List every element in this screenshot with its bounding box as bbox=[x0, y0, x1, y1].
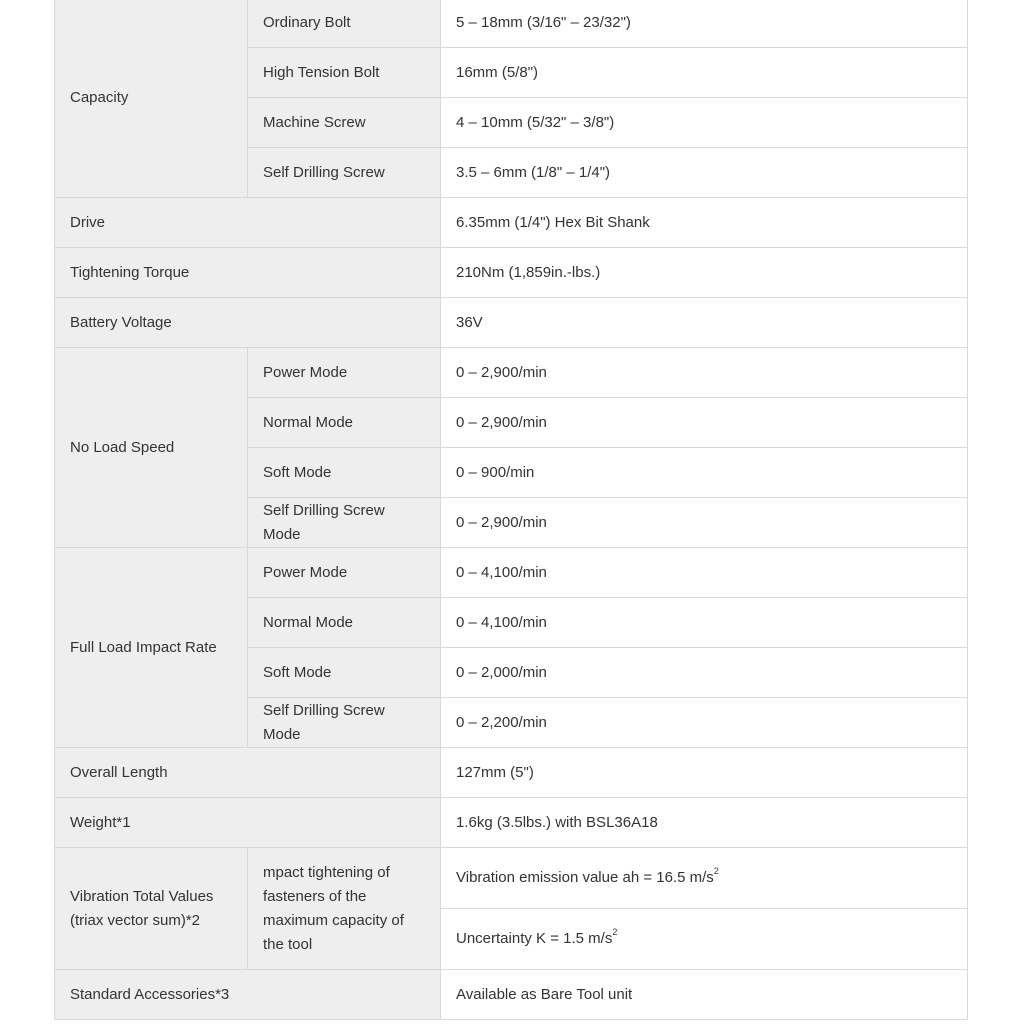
overall-length-label: Overall Length bbox=[55, 748, 441, 798]
spec-table bbox=[54, 0, 968, 1020]
no-load-speed-normal-mode-label: Normal Mode bbox=[248, 398, 441, 448]
table-row bbox=[55, 748, 968, 798]
impact-rate-soft-mode-value: 0 – 2,000/min bbox=[441, 648, 968, 698]
vibration-emission-exponent: 2 bbox=[713, 866, 719, 876]
impact-rate-power-mode-label: Power Mode bbox=[248, 548, 441, 598]
impact-rate-normal-mode-label: Normal Mode bbox=[248, 598, 441, 648]
capacity-machine-screw-value: 4 – 10mm (5/32" – 3/8") bbox=[441, 98, 968, 148]
weight-value: 1.6kg (3.5lbs.) with BSL36A18 bbox=[441, 798, 968, 848]
impact-rate-power-mode-value: 0 – 4,100/min bbox=[441, 548, 968, 598]
table-row bbox=[55, 0, 968, 48]
vibration-label: Vibration Total Values (triax vector sum)*2 bbox=[55, 848, 248, 970]
capacity-self-drilling-screw-label: Self Drilling Screw bbox=[248, 148, 441, 198]
table-row bbox=[55, 970, 968, 1020]
capacity-machine-screw-label: Machine Screw bbox=[248, 98, 441, 148]
table-row bbox=[55, 298, 968, 348]
vibration-uncertainty-text: Uncertainty K = 1.5 m/s bbox=[456, 930, 613, 947]
impact-rate-normal-mode-value: 0 – 4,100/min bbox=[441, 598, 968, 648]
impact-rate-self-drilling-value: 0 – 2,200/min bbox=[441, 698, 968, 748]
impact-rate-label: Full Load Impact Rate bbox=[55, 548, 248, 748]
vibration-emission-value bbox=[441, 848, 968, 909]
overall-length-value: 127mm (5") bbox=[441, 748, 968, 798]
table-row bbox=[55, 198, 968, 248]
no-load-speed-soft-mode-label: Soft Mode bbox=[248, 448, 441, 498]
capacity-ordinary-bolt-label: Ordinary Bolt bbox=[248, 0, 441, 48]
no-load-speed-label: No Load Speed bbox=[55, 348, 248, 548]
vibration-uncertainty-exponent: 2 bbox=[612, 927, 618, 937]
vibration-emission-text: Vibration emission value ah = 16.5 m/s bbox=[456, 869, 714, 886]
no-load-speed-self-drilling-value: 0 – 2,900/min bbox=[441, 498, 968, 548]
capacity-high-tension-bolt-label: High Tension Bolt bbox=[248, 48, 441, 98]
table-row bbox=[55, 548, 968, 598]
no-load-speed-normal-mode-value: 0 – 2,900/min bbox=[441, 398, 968, 448]
table-row bbox=[55, 798, 968, 848]
table-row bbox=[55, 848, 968, 909]
capacity-ordinary-bolt-value: 5 – 18mm (3/16" – 23/32") bbox=[441, 0, 968, 48]
tightening-torque-value: 210Nm (1,859in.-lbs.) bbox=[441, 248, 968, 298]
table-row bbox=[55, 248, 968, 298]
impact-rate-self-drilling-label: Self Drilling Screw Mode bbox=[248, 698, 441, 748]
no-load-speed-soft-mode-value: 0 – 900/min bbox=[441, 448, 968, 498]
standard-accessories-value: Available as Bare Tool unit bbox=[441, 970, 968, 1020]
capacity-self-drilling-screw-value: 3.5 – 6mm (1/8" – 1/4") bbox=[441, 148, 968, 198]
capacity-high-tension-bolt-value: 16mm (5/8") bbox=[441, 48, 968, 98]
drive-value: 6.35mm (1/4") Hex Bit Shank bbox=[441, 198, 968, 248]
no-load-speed-power-mode-label: Power Mode bbox=[248, 348, 441, 398]
no-load-speed-self-drilling-label: Self Drilling Screw Mode bbox=[248, 498, 441, 548]
no-load-speed-power-mode-value: 0 – 2,900/min bbox=[441, 348, 968, 398]
battery-voltage-value: 36V bbox=[441, 298, 968, 348]
vibration-condition-label: mpact tightening of fasteners of the maximum capacity of the tool bbox=[248, 848, 441, 970]
battery-voltage-label: Battery Voltage bbox=[55, 298, 441, 348]
table-row bbox=[55, 348, 968, 398]
weight-label: Weight*1 bbox=[55, 798, 441, 848]
standard-accessories-label: Standard Accessories*3 bbox=[55, 970, 441, 1020]
drive-label: Drive bbox=[55, 198, 441, 248]
tightening-torque-label: Tightening Torque bbox=[55, 248, 441, 298]
vibration-uncertainty-value bbox=[441, 909, 968, 970]
impact-rate-soft-mode-label: Soft Mode bbox=[248, 648, 441, 698]
capacity-label: Capacity bbox=[55, 0, 248, 198]
